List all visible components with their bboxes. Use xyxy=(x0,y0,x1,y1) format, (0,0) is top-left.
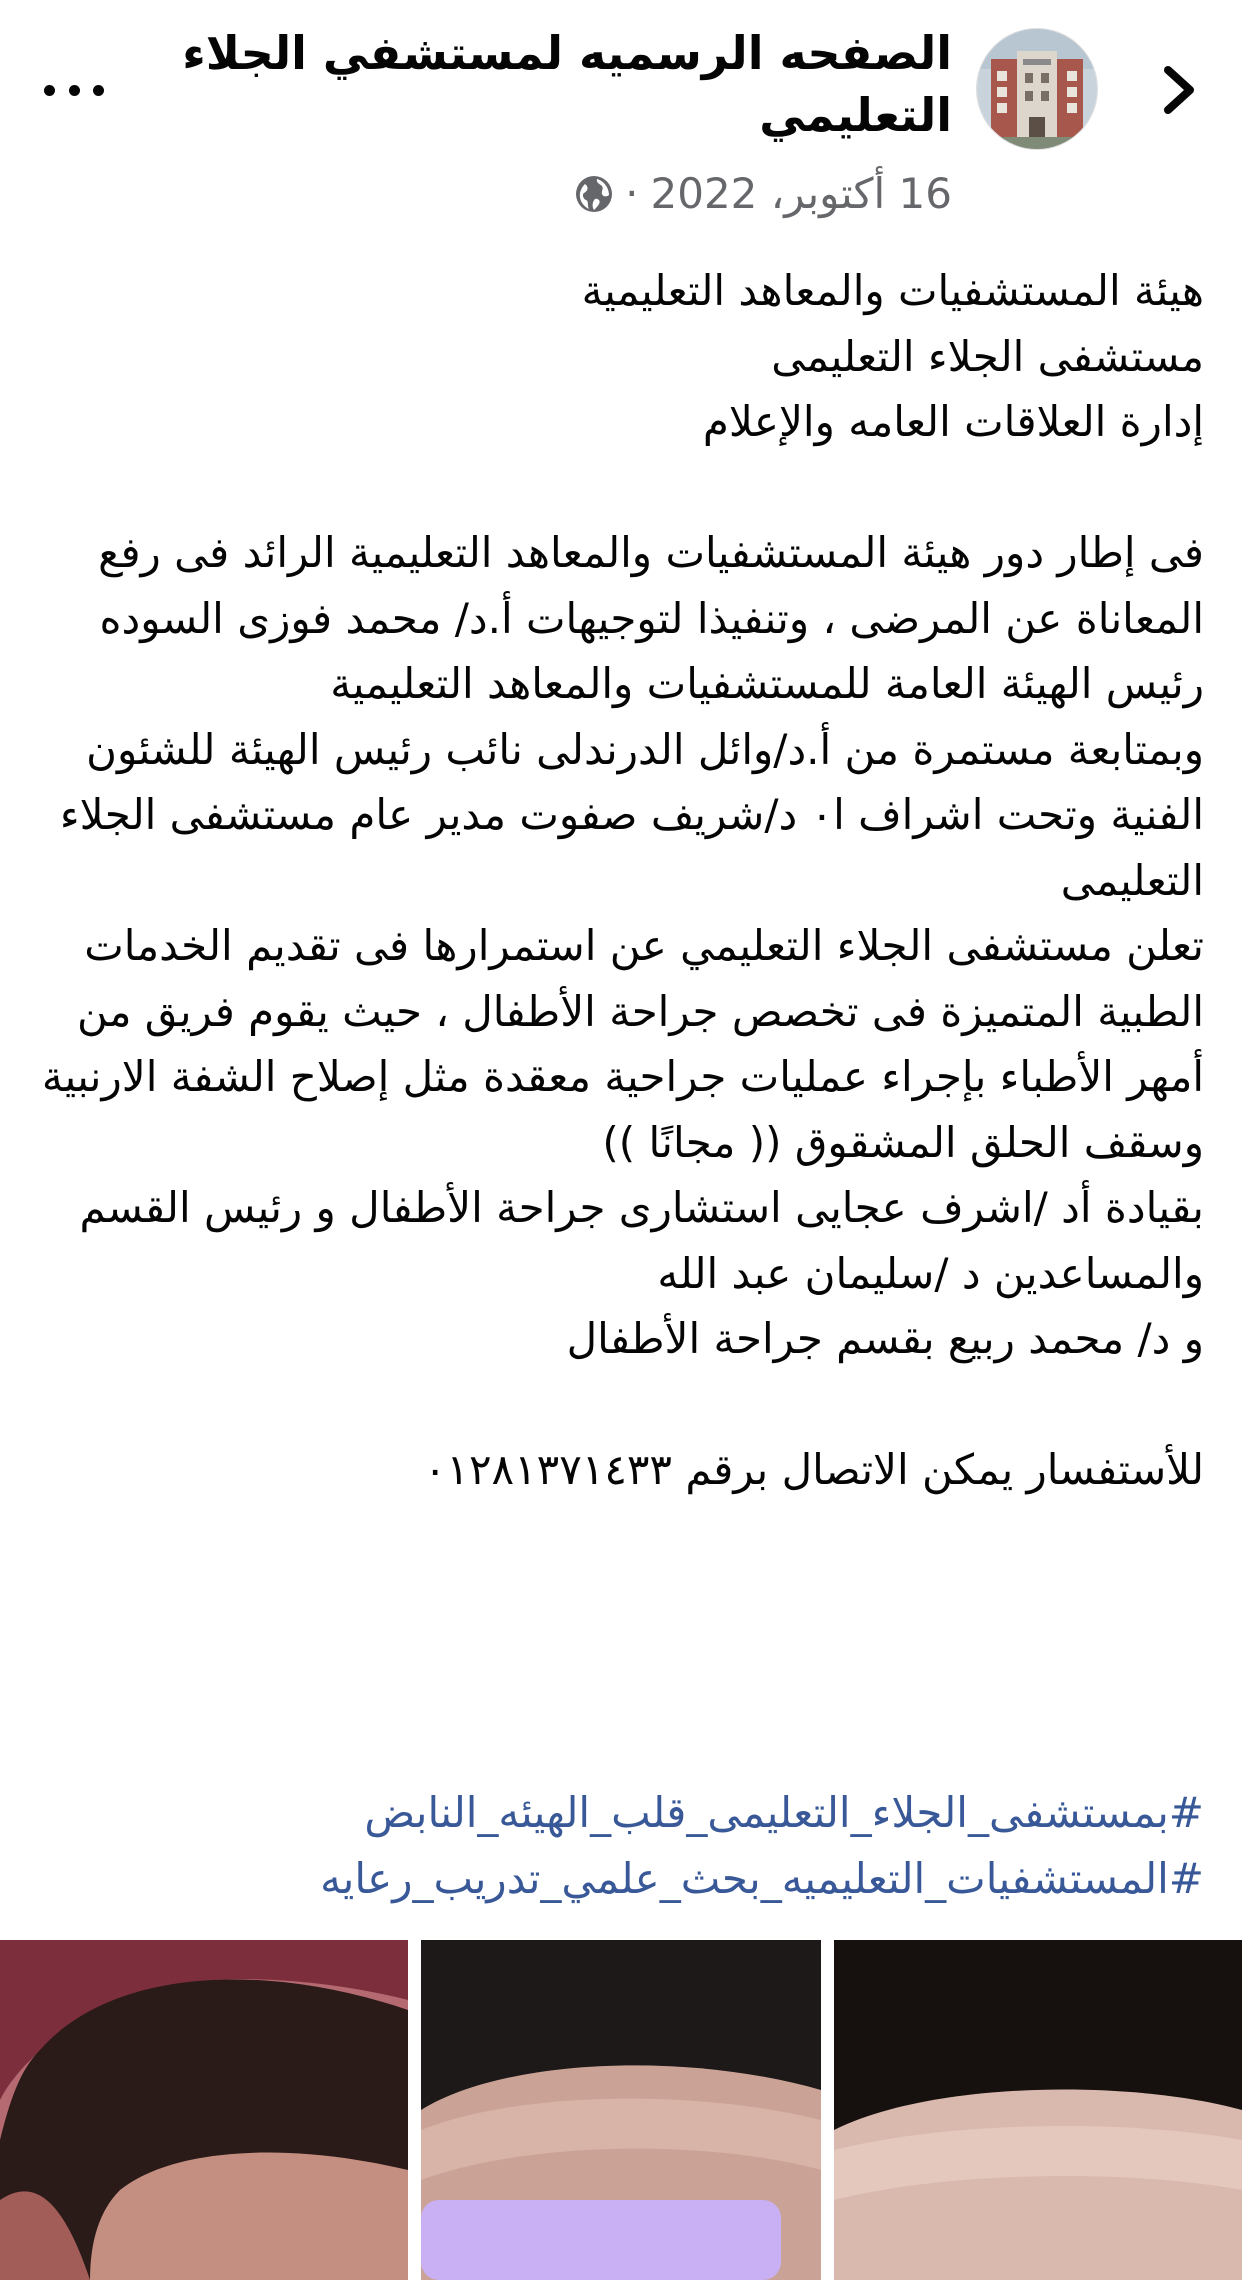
post-paragraph-supervision: وبمتابعة مستمرة من أ.د/وائل الدرندلى نائب رئيس الهيئة للشئون الفنية وتحت اشراف ا٠ د/شريف صفوت مدير عام مستشفى الجلاء التعليمى xyxy=(59,724,1204,905)
more-dots-icon xyxy=(44,85,55,96)
child-head-photo xyxy=(421,1940,821,2280)
more-options-button[interactable] xyxy=(44,70,104,110)
post-line-lead-surgeon: بقيادة أد /اشرف عجايى استشارى جراحة الأطفال و رئيس القسم xyxy=(79,1183,1204,1232)
gallery-photo[interactable] xyxy=(0,1940,408,2280)
more-dot xyxy=(69,85,80,96)
post-date[interactable]: 16 أكتوبر، 2022 xyxy=(650,169,952,218)
post-line-blank-2 xyxy=(34,1372,1204,1438)
avatar[interactable] xyxy=(976,28,1098,150)
child-head-photo xyxy=(834,1940,1242,2280)
post-line-org: هيئة المستشفيات والمعاهد التعليمية xyxy=(581,266,1204,315)
overlay-badge xyxy=(421,2200,781,2280)
meta-separator: · xyxy=(625,169,639,218)
post-line-contact: للأستفسار يمكن الاتصال برقم ٠١٢٨١٣٧١٤٣٣ xyxy=(423,1445,1204,1494)
hashtag-link[interactable]: #المستشفيات_التعليميه_بحث_علمي_تدريب_رعايه xyxy=(320,1854,1204,1903)
back-button[interactable] xyxy=(1154,60,1204,120)
post-paragraph-intro: فى إطار دور هيئة المستشفيات والمعاهد التعليمية الرائد فى رفع المعاناة عن المرضى ، وتنفيذا لتوجيهات أ.د/ محمد فوزى السوده رئيس الهيئة العامة للمستشفيات والمعاهد التعليمية xyxy=(98,528,1204,708)
more-dot xyxy=(93,85,104,96)
child-head-photo xyxy=(0,1940,408,2280)
hashtags xyxy=(34,1780,1204,1912)
post-text xyxy=(34,258,1204,1503)
globe-icon xyxy=(575,175,613,213)
post-header xyxy=(0,0,1242,230)
chevron-right-icon xyxy=(1162,64,1196,116)
gallery-photo[interactable] xyxy=(421,1940,821,2280)
post-line-assistant-2: و د/ محمد ربيع بقسم جراحة الأطفال xyxy=(566,1314,1204,1363)
post-line-department: إدارة العلاقات العامه والإعلام xyxy=(702,397,1204,446)
post-meta xyxy=(575,164,952,224)
post-paragraph-announcement: تعلن مستشفى الجلاء التعليمي عن استمرارها فى تقديم الخدمات الطبية المتميزة فى تخصص جراحة الأطفال ، حيث يقوم فريق من أمهر الأطباء بإجراء عمليات جراحية معقدة مثل إصلاح الشفة الارنبية وسقف الحلق المشقوق (( مجانًا )) xyxy=(41,921,1204,1167)
hospital-building-image xyxy=(977,29,1097,149)
post-line-hospital: مستشفى الجلاء التعليمى xyxy=(771,331,1204,381)
post-line-assistant-1: والمساعدين د /سليمان عبد الله xyxy=(657,1248,1204,1298)
page-name[interactable]: الصفحه الرسميه لمستشفي الجلاء التعليمي xyxy=(182,26,952,142)
post-line-blank xyxy=(34,455,1204,521)
hashtag-link[interactable]: #بمستشفى_الجلاء_التعليمى_قلب_الهيئه_النابض xyxy=(364,1788,1204,1837)
gallery-photo[interactable] xyxy=(834,1940,1242,2280)
photo-gallery xyxy=(0,1940,1242,2280)
